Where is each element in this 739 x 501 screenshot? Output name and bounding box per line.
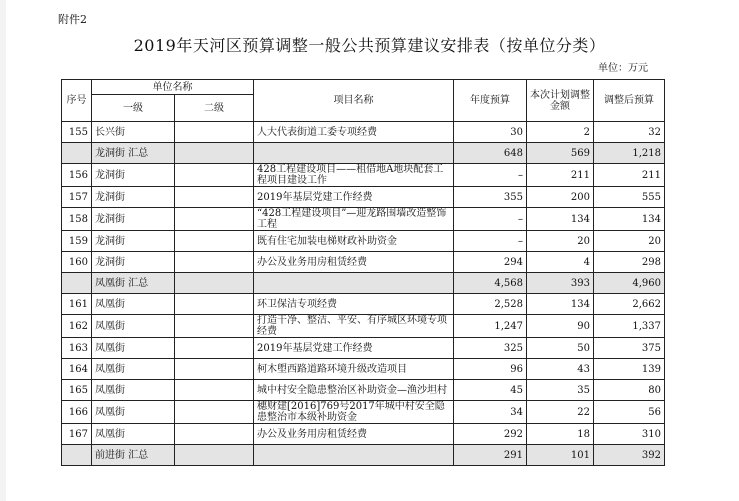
row-project: 人大代表街道工委专项经费	[254, 122, 454, 143]
header-annual-budget: 年度预算	[454, 80, 527, 122]
row-project: 穗财建[2016]769号2017年城中村安全隐患整治市本级补助资金	[254, 401, 454, 424]
page-title: 2019年天河区预算调整一般公共预算建议安排表（按单位分类）	[133, 36, 606, 55]
row-level2	[175, 273, 254, 294]
row-seq: 160	[62, 252, 92, 273]
row-annual-budget: –	[454, 164, 527, 187]
row-seq: 167	[62, 424, 92, 445]
row-annual-budget: –	[454, 231, 527, 252]
row-annual-budget: 292	[454, 424, 527, 445]
header-adjust: 本次计划调整金额	[527, 80, 594, 122]
table-row	[62, 315, 665, 338]
table-row	[62, 401, 665, 424]
table-row	[62, 380, 665, 401]
row-level2	[175, 187, 254, 208]
row-adjust: 2	[527, 122, 594, 143]
table-row	[62, 252, 665, 273]
row-level2	[175, 424, 254, 445]
table-row	[62, 208, 665, 231]
row-project: 2019年基层党建工作经费	[254, 338, 454, 359]
scan-edge	[0, 0, 6, 501]
row-project: 428工程建设项目——租借地A地块配套工程项目建设工作	[254, 164, 454, 187]
row-adjust: 43	[527, 359, 594, 380]
row-adjusted-budget: 2,662	[594, 294, 665, 315]
row-seq: 157	[62, 187, 92, 208]
row-annual-budget: 2,528	[454, 294, 527, 315]
row-level1: 凤凰街	[92, 380, 175, 401]
header-project: 项目名称	[254, 80, 454, 122]
row-level1: 凤凰街 汇总	[92, 273, 175, 294]
row-adjusted-budget: 298	[594, 252, 665, 273]
row-level1: 长兴街	[92, 122, 175, 143]
row-level2	[175, 122, 254, 143]
row-adjust: 35	[527, 380, 594, 401]
row-project: 2019年基层党建工作经费	[254, 187, 454, 208]
row-level2	[175, 164, 254, 187]
table-row	[62, 164, 665, 187]
row-level2	[175, 294, 254, 315]
row-adjusted-budget: 80	[594, 380, 665, 401]
row-seq: 158	[62, 208, 92, 231]
row-annual-budget: 45	[454, 380, 527, 401]
row-adjusted-budget: 375	[594, 338, 665, 359]
row-level1: 凤凰街	[92, 359, 175, 380]
row-seq	[62, 143, 92, 164]
row-level2	[175, 380, 254, 401]
row-adjust: 4	[527, 252, 594, 273]
row-annual-budget: –	[454, 208, 527, 231]
row-adjusted-budget: 392	[594, 445, 665, 466]
row-project: 办公及业务用房租赁经费	[254, 252, 454, 273]
row-level2	[175, 401, 254, 424]
table-row	[62, 122, 665, 143]
row-level1: 凤凰街	[92, 338, 175, 359]
row-seq: 159	[62, 231, 92, 252]
row-annual-budget: 30	[454, 122, 527, 143]
row-project: 既有住宅加装电梯财政补助资金	[254, 231, 454, 252]
row-level1: 前进街 汇总	[92, 445, 175, 466]
table-row	[62, 359, 665, 380]
row-adjusted-budget: 139	[594, 359, 665, 380]
row-adjusted-budget: 1,337	[594, 315, 665, 338]
header-level2: 二级	[175, 95, 254, 122]
row-level1: 龙洞街	[92, 231, 175, 252]
table-row	[62, 294, 665, 315]
row-project	[254, 445, 454, 466]
row-adjusted-budget: 555	[594, 187, 665, 208]
row-adjust: 50	[527, 338, 594, 359]
summary-row	[62, 445, 665, 466]
row-seq: 162	[62, 315, 92, 338]
row-seq: 156	[62, 164, 92, 187]
row-level1: 龙洞街	[92, 164, 175, 187]
row-annual-budget: 4,568	[454, 273, 527, 294]
row-level2	[175, 143, 254, 164]
row-adjusted-budget: 134	[594, 208, 665, 231]
row-adjust: 211	[527, 164, 594, 187]
row-adjust: 134	[527, 208, 594, 231]
row-project: 办公及业务用房租赁经费	[254, 424, 454, 445]
row-project: 环卫保洁专项经费	[254, 294, 454, 315]
budget-table	[61, 79, 665, 466]
row-level2	[175, 208, 254, 231]
summary-row	[62, 273, 665, 294]
row-adjusted-budget: 4,960	[594, 273, 665, 294]
row-project: 城中村安全隐患整治区补助资金—渔沙坦村	[254, 380, 454, 401]
row-seq: 166	[62, 401, 92, 424]
row-level1: 龙洞街	[92, 208, 175, 231]
row-seq: 165	[62, 380, 92, 401]
row-adjust: 101	[527, 445, 594, 466]
row-level2	[175, 359, 254, 380]
row-annual-budget: 325	[454, 338, 527, 359]
row-adjusted-budget: 211	[594, 164, 665, 187]
row-level1: 凤凰街	[92, 294, 175, 315]
row-seq	[62, 445, 92, 466]
row-adjust: 20	[527, 231, 594, 252]
row-adjust: 393	[527, 273, 594, 294]
row-annual-budget: 294	[454, 252, 527, 273]
row-level2	[175, 445, 254, 466]
row-adjusted-budget: 56	[594, 401, 665, 424]
row-level1: 龙洞街	[92, 187, 175, 208]
table-row	[62, 338, 665, 359]
row-adjust: 569	[527, 143, 594, 164]
row-adjusted-budget: 20	[594, 231, 665, 252]
row-seq: 161	[62, 294, 92, 315]
row-level2	[175, 315, 254, 338]
row-project: “428工程建设项目”—迎龙路围墙改造整饰工程	[254, 208, 454, 231]
row-adjusted-budget: 1,218	[594, 143, 665, 164]
row-level1: 凤凰街	[92, 401, 175, 424]
row-adjusted-budget: 310	[594, 424, 665, 445]
row-project: 柯木塱西路道路环境升级改造项目	[254, 359, 454, 380]
header-level1: 一级	[92, 95, 175, 122]
unit-label: 单位：万元	[598, 63, 648, 74]
row-seq	[62, 273, 92, 294]
row-project: 打造干净、整洁、平安、有序城区环境专项经费	[254, 315, 454, 338]
table-row	[62, 424, 665, 445]
row-project	[254, 273, 454, 294]
row-adjusted-budget: 32	[594, 122, 665, 143]
row-adjust: 200	[527, 187, 594, 208]
row-adjust: 90	[527, 315, 594, 338]
row-level1: 凤凰街	[92, 315, 175, 338]
row-level1: 龙洞街	[92, 252, 175, 273]
row-annual-budget: 1,247	[454, 315, 527, 338]
row-adjust: 18	[527, 424, 594, 445]
row-adjust: 134	[527, 294, 594, 315]
row-annual-budget: 96	[454, 359, 527, 380]
summary-row	[62, 143, 665, 164]
row-level2	[175, 231, 254, 252]
table-row	[62, 231, 665, 252]
row-project	[254, 143, 454, 164]
row-seq: 155	[62, 122, 92, 143]
row-adjust: 22	[527, 401, 594, 424]
row-seq: 163	[62, 338, 92, 359]
attachment-label: 附件2	[58, 13, 87, 26]
row-annual-budget: 355	[454, 187, 527, 208]
header-adjusted-budget: 调整后预算	[594, 80, 665, 122]
row-level1: 凤凰街	[92, 424, 175, 445]
header-seq: 序号	[62, 80, 92, 122]
row-level2	[175, 252, 254, 273]
row-annual-budget: 34	[454, 401, 527, 424]
row-annual-budget: 648	[454, 143, 527, 164]
row-annual-budget: 291	[454, 445, 527, 466]
header-unit-name: 单位名称	[92, 80, 254, 95]
row-seq: 164	[62, 359, 92, 380]
row-level2	[175, 338, 254, 359]
row-level1: 龙洞街 汇总	[92, 143, 175, 164]
table-row	[62, 187, 665, 208]
